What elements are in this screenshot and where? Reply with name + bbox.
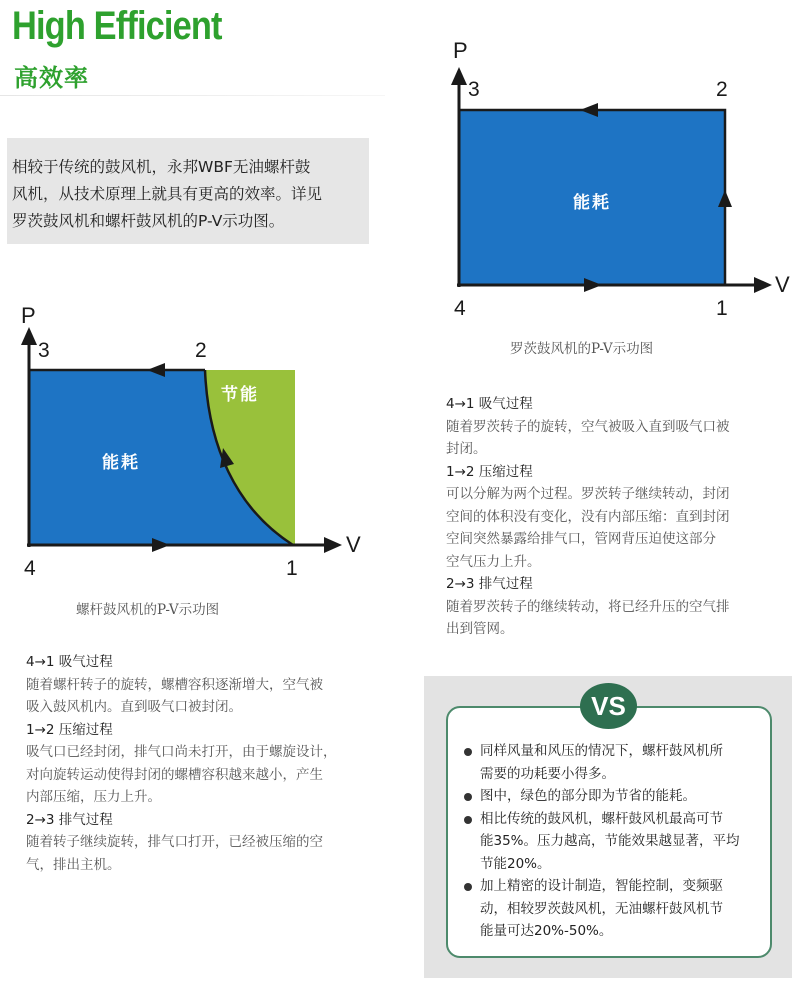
- screw-energy-label: 能耗: [102, 453, 140, 472]
- roots-step-line: 随着罗茨转子的继续转动，将已经升压的空气排: [446, 598, 730, 615]
- screw-step-line: 气，排出主机。: [26, 856, 121, 873]
- bullet-icon: [464, 816, 472, 824]
- vs-list: [462, 740, 762, 943]
- screw-point-4: 4: [24, 557, 36, 580]
- vs-item: [462, 875, 762, 943]
- roots-energy-label: 能耗: [573, 193, 611, 212]
- roots-v-label: V: [775, 272, 790, 297]
- screw-saving-label: 节能: [221, 385, 259, 404]
- roots-pv-diagram: [440, 40, 800, 320]
- vs-item: [462, 785, 762, 808]
- screw-p-axis-arrow: [21, 327, 37, 345]
- screw-step-heading: 1→2 压缩过程: [26, 721, 113, 738]
- page-subtitle: 高效率: [14, 64, 89, 92]
- vs-item-line: 图中，绿色的部分即为节省的能耗。: [480, 788, 696, 804]
- intro-line: 相较于传统的鼓风机，永邦WBF无油螺杆鼓: [12, 158, 311, 176]
- screw-point-2: 2: [195, 339, 207, 362]
- screw-point-3: 3: [38, 339, 50, 362]
- vs-item-line: 同样风量和风压的情况下，螺杆鼓风机所: [480, 743, 723, 759]
- roots-p-label: P: [453, 40, 468, 63]
- roots-step-line: 空气压力上升。: [446, 553, 541, 570]
- page-title: High Efficient: [12, 4, 222, 48]
- screw-step-heading: 2→3 排气过程: [26, 811, 113, 828]
- vs-badge: VS: [580, 683, 637, 729]
- roots-p-axis-arrow: [451, 67, 467, 85]
- screw-v-label: V: [346, 532, 361, 557]
- roots-step-line: 空间的体积没有变化，没有内部压缩：直到封闭: [446, 508, 730, 525]
- vs-item-line: 节能20%。: [480, 855, 551, 872]
- vs-item: [462, 808, 762, 876]
- bullet-icon: [464, 883, 472, 891]
- vs-item-line: 能35%。压力越高，节能效果越显著，平均: [480, 833, 740, 849]
- vs-item-line: 相比传统的鼓风机，螺杆鼓风机最高可节: [480, 810, 723, 827]
- screw-step-line: 随着转子继续旋转，排气口打开，已经被压缩的空: [26, 834, 323, 850]
- roots-point-1: 1: [716, 297, 728, 320]
- screw-caption: 螺杆鼓风机的P-V示功图: [76, 602, 220, 618]
- intro-line: 风机，从技术原理上就具有更高的效率。详见: [12, 185, 323, 203]
- roots-description: [446, 393, 786, 641]
- vs-item-line: 能量可达20%-50%。: [480, 923, 613, 939]
- vs-item: [462, 740, 762, 785]
- roots-v-axis-arrow: [754, 277, 772, 293]
- roots-step-line: 出到管网。: [446, 621, 514, 637]
- vs-item-line: 加上精密的设计制造，智能控制，变频驱: [480, 878, 723, 894]
- intro-box: [7, 138, 369, 244]
- screw-step-line: 吸气口已经封闭，排气口尚未打开，由于螺旋设计，: [26, 744, 337, 760]
- roots-step-line: 封闭。: [446, 441, 487, 457]
- roots-step-line: 空间突然暴露给排气口，管网背压迫使这部分: [446, 531, 716, 547]
- roots-point-4: 4: [454, 297, 466, 320]
- screw-v-axis-arrow: [324, 537, 342, 553]
- screw-step-line: 随着螺杆转子的旋转，螺槽容积逐渐增大，空气被: [26, 676, 323, 693]
- screw-step-line: 内部压缩，压力上升。: [26, 789, 161, 805]
- screw-step-line: 吸入鼓风机内。直到吸气口被封闭。: [26, 699, 242, 715]
- bullet-icon: [464, 748, 472, 756]
- intro-line: 罗茨鼓风机和螺杆鼓风机的P-V示功图。: [12, 212, 285, 230]
- vs-item-line: 动，相较罗茨鼓风机，无油螺杆鼓风机节: [480, 900, 723, 917]
- screw-p-label: P: [21, 303, 36, 328]
- screw-step-heading: 4→1 吸气过程: [26, 654, 113, 670]
- roots-point-2: 2: [716, 78, 728, 101]
- roots-step-heading: 1→2 压缩过程: [446, 463, 533, 480]
- roots-caption: 罗茨鼓风机的P-V示功图: [510, 341, 654, 357]
- screw-point-1: 1: [286, 557, 298, 580]
- roots-point-3: 3: [468, 78, 480, 101]
- header-divider: [0, 95, 385, 96]
- vs-item-line: 需要的功耗要小得多。: [480, 765, 615, 782]
- screw-pv-diagram: [10, 300, 370, 585]
- roots-step-heading: 2→3 排气过程: [446, 576, 533, 592]
- screw-step-line: 对向旋转运动使得封闭的螺槽容积越来越小，产生: [26, 766, 323, 783]
- bullet-icon: [464, 793, 472, 801]
- roots-step-line: 可以分解为两个过程。罗茨转子继续转动，封闭: [446, 486, 730, 502]
- roots-step-heading: 4→1 吸气过程: [446, 396, 533, 412]
- roots-step-line: 随着罗茨转子的旋转，空气被吸入直到吸气口被: [446, 418, 730, 435]
- screw-description: [26, 651, 376, 876]
